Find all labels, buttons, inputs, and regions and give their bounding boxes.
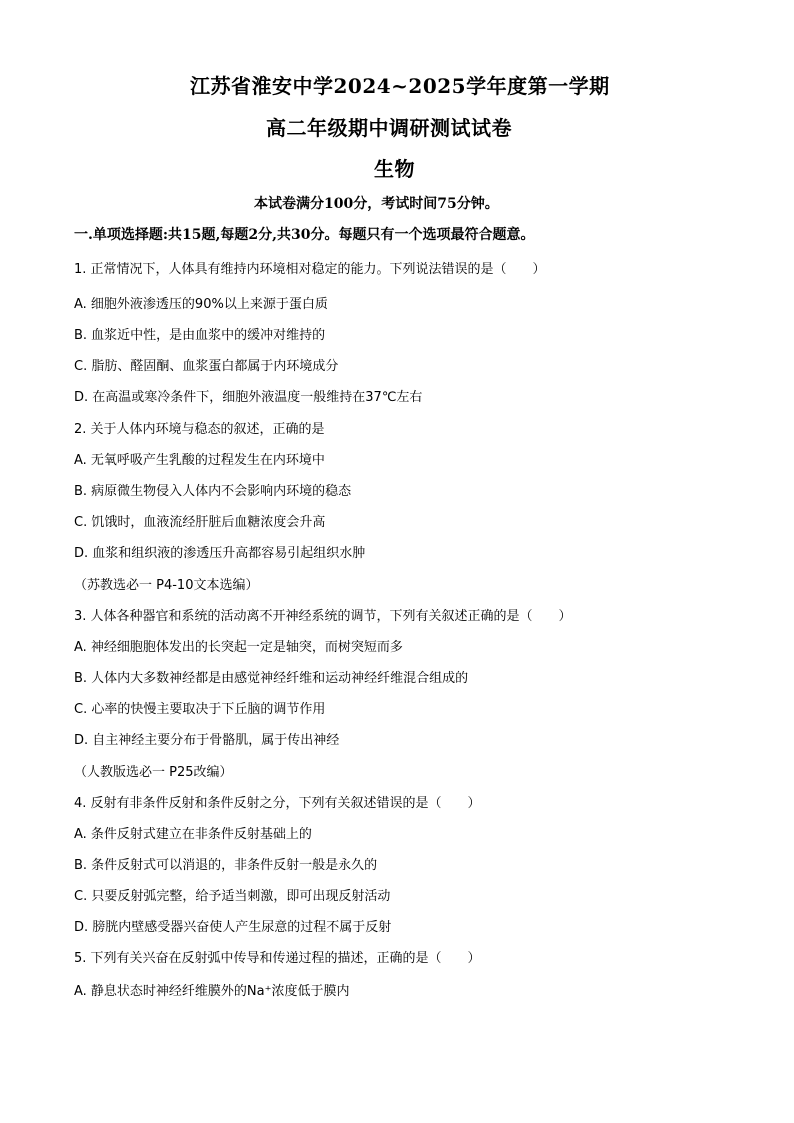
question-1-option-d: D. 在高温或寒冷条件下，细胞外液温度一般维持在37℃左右: [74, 390, 423, 405]
question-1-stem: 1. 正常情况下，人体具有维持内环境相对稳定的能力。下列说法错误的是（ ）: [74, 262, 546, 277]
question-2-option-d: D. 血浆和组织液的渗透压升高都容易引起组织水肿: [74, 546, 366, 561]
question-2-option-b: B. 病原微生物侵入人体内不会影响内环境的稳态: [74, 484, 352, 499]
question-1-option-a: A. 细胞外液渗透压的90%以上来源于蛋白质: [74, 297, 328, 312]
question-4-source: （人教版选必一 P25改编）: [74, 765, 233, 780]
question-2-option-c: C. 饥饿时，血液流经肝脏后血糖浓度会升高: [74, 515, 326, 530]
question-5-stem: 5. 下列有关兴奋在反射弧中传导和传递过程的描述，正确的是（ ）: [74, 951, 481, 966]
title-line2: 高二年级期中调研测试试卷: [266, 116, 512, 140]
exam-info: 本试卷满分100分，考试时间75分钟。: [254, 196, 499, 212]
question-4-stem: 4. 反射有非条件反射和条件反射之分，下列有关叙述错误的是（ ）: [74, 796, 481, 811]
section-heading: 一.单项选择题:共15题,每题2分,共30分。每题只有一个选项最符合题意。: [74, 227, 535, 243]
question-3-option-a: A. 神经细胞胞体发出的长突起一定是轴突，而树突短而多: [74, 640, 403, 655]
title-line1: 江苏省淮安中学2024~2025学年度第一学期: [190, 74, 610, 98]
question-2-stem: 2. 关于人体内环境与稳态的叙述，正确的是: [74, 422, 325, 437]
question-3-option-c: C. 心率的快慢主要取决于下丘脑的调节作用: [74, 702, 326, 717]
question-4-option-b: B. 条件反射式可以消退的，非条件反射一般是永久的: [74, 858, 378, 873]
title-line3: 生物: [374, 157, 415, 181]
question-2-option-a: A. 无氧呼吸产生乳酸的过程发生在内环境中: [74, 453, 325, 468]
question-3-stem: 3. 人体各种器官和系统的活动离不开神经系统的调节，下列有关叙述正确的是（ ）: [74, 609, 572, 624]
question-5-option-a: A. 静息状态时神经纤维膜外的Na⁺浓度低于膜内: [74, 984, 350, 999]
question-4-option-c: C. 只要反射弧完整，给予适当刺激，即可出现反射活动: [74, 889, 391, 904]
question-4-option-d: D. 膀胱内壁感受器兴奋使人产生尿意的过程不属于反射: [74, 920, 392, 935]
question-3-source: （苏教选必一 P4-10文本选编）: [74, 578, 259, 593]
question-1-option-c: C. 脂肪、醛固酮、血浆蛋白都属于内环境成分: [74, 359, 339, 374]
question-3-option-d: D. 自主神经主要分布于骨骼肌，属于传出神经: [74, 733, 340, 748]
question-3-option-b: B. 人体内大多数神经都是由感觉神经纤维和运动神经纤维混合组成的: [74, 671, 469, 686]
question-4-option-a: A. 条件反射式建立在非条件反射基础上的: [74, 827, 312, 842]
question-1-option-b: B. 血浆近中性，是由血浆中的缓冲对维持的: [74, 328, 326, 343]
